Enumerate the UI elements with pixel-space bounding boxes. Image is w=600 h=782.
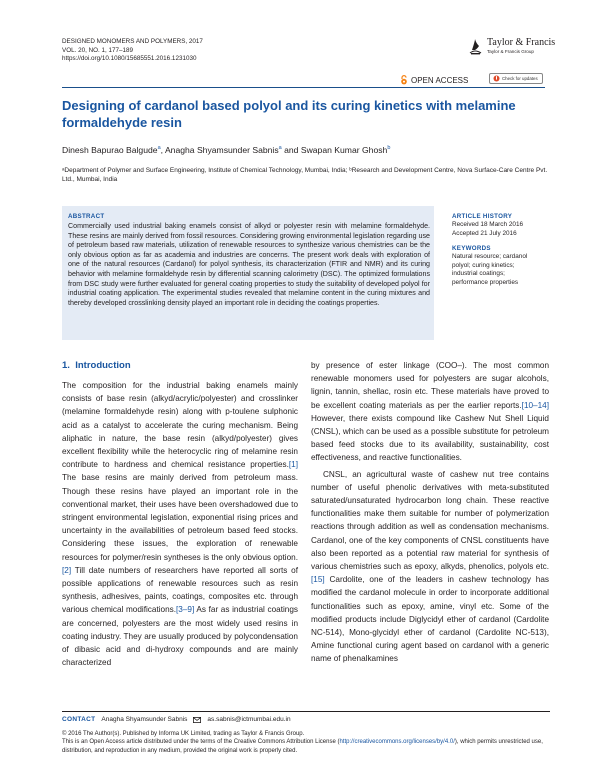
accepted-date: Accepted 21 July 2016 — [452, 229, 517, 237]
check-updates-label: Check for updates — [502, 76, 538, 81]
citation-link[interactable]: [10–14] — [521, 400, 549, 410]
abstract-text: Commercially used industrial baking enamels consist of alkyd or polyester resin with melamine formaldehyde. These resins are mainly derived from fossil resources. Considering growing environmental legislation regarding use of petroleum based raw materials, utilization of renewable resources to synthesize various chemistries can be the only obvious option as far as academia and industries are concerns. The present work deals with exploration of one of the natural resources (Cardanol) for polyol synthesis, its characterization (FTIR and NMR) and its curing behavior with melamine formaldehyde resin by differential scanning calorimetry (DSC). The optimized formulations from DSC study were further evaluated for general coating properties to study the suitability of developed polyol for industrial coating application. The experimental studies revealed that melamine content in the curing mixtures and thereby developed crosslinking density played an important role in deciding the coatings properties. — [68, 222, 430, 307]
publisher-logo[interactable] — [468, 38, 555, 55]
section-title: Introduction — [75, 360, 131, 371]
section-number: 1. — [62, 360, 70, 371]
text-run: As far as industrial coatings are concerned, polyesters are the most widely used resins in coating industry. They are usually produced by polycondensation of dibasic acid and di-hydroxy compounds and are mainly characterized — [62, 605, 298, 668]
author-3-affil[interactable]: b — [387, 145, 391, 152]
footer-license — [62, 730, 550, 755]
author-2: Anagha Shyamsunder Sabnis — [164, 145, 279, 155]
abstract-heading: ABSTRACT — [68, 213, 105, 220]
text-run: This is an Open Access article distributed under the terms of the Creative Commons Attribution License ( — [62, 739, 340, 746]
author-1-affil[interactable]: a — [157, 145, 161, 152]
body-column-2 — [311, 359, 549, 666]
paragraph — [311, 359, 549, 465]
text-run: The base resins are mainly derived from petroleum mass. Though these resins have played an important role in the conventional market, their uses have been overshadowed due to stringent environmental legislation, exponential rising prices and uncertainty in the availabilities of petroleum based feed stocks. Considering these issues, the exploration of renewable resources for polymer/resin syntheses is the only obvious option. — [62, 473, 298, 562]
author-sep: , — [160, 145, 165, 155]
keywords-heading: KEYWORDS — [452, 245, 491, 252]
paragraph — [311, 468, 549, 666]
text-run: However, there exists compound like Cashew Nut Shell Liquid (CNSL), which can be used as a possible substitute for petroleum based feed stocks due to its availability, sustainability, cost effectiveness, and reactive functionalities. — [311, 413, 549, 463]
contact-name: Anagha Shyamsunder Sabnis — [101, 716, 188, 723]
author-3: Swapan Kumar Ghosh — [300, 145, 388, 155]
contact-email[interactable]: as.sabnis@ictmumbai.edu.in — [207, 716, 291, 723]
keywords-line-3: industrial coatings; — [452, 270, 505, 278]
keywords-line-4: performance properties — [452, 278, 519, 286]
check-updates-icon — [493, 75, 500, 82]
open-access-label: OPEN ACCESS — [411, 75, 469, 85]
publisher-lamp-icon — [468, 38, 483, 55]
paragraph — [62, 379, 298, 669]
license-text — [62, 738, 550, 755]
author-and: and — [281, 145, 301, 155]
publisher-group: Taylor & Francis Group — [487, 49, 534, 54]
keywords-line-2: polyol; curing kinetics; — [452, 261, 515, 269]
article-history-heading: ARTICLE HISTORY — [452, 213, 513, 220]
author-2-affil[interactable]: a — [278, 145, 282, 152]
citation-link[interactable]: [3–9] — [176, 605, 195, 615]
body-column-1 — [62, 379, 298, 669]
text-run: CNSL, an agricultural waste of cashew nut tree contains number of useful phenolic derivatives with meta-substituted saturated/unsaturated hydrocarbon long chain. These reactive functionalities make them suitable for number of polymerization reactions through addition as well as condensation mechanisms. Cardanol, one of the key components of CNSL constituents have also been reported as a potential raw material for synthesis of various chemistries such as epoxy, alkyds, phenolics, polyols etc. — [311, 469, 549, 572]
keywords-line-1: Natural resource; cardanol — [452, 253, 528, 260]
text-run: The composition for the industrial baking enamels mainly consists of base resin (alkyd/acrylic/polyester) and crosslinker (melamine formaldehyde resin) along with p-toulene sulphonic acid as a catalyst to accelerate the curing mechanism. Being aliphatic in nature, the base resin (alkyd/polyester) gives excellent flexibility while the heterocyclic ring of melamine resin contribute to hardness and chemical resistance properties. — [62, 381, 298, 470]
license-link[interactable]: http://creativecommons.org/licenses/by/4.0/ — [339, 739, 455, 746]
open-access-badge — [400, 75, 468, 85]
footer-rule — [62, 711, 550, 712]
affiliations: ᵃDepartment of Polymer and Surface Engineering, Institute of Chemical Technology, Mumbai, India; ᵇResearch and Development Centre, Nova Surface-Care Centre Pvt. Ltd., Mumbai, India — [62, 167, 548, 183]
open-lock-icon — [400, 75, 408, 85]
publisher-name: Taylor & Francis — [487, 37, 556, 48]
text-run: Cardolite, one of the leaders in cashew technology has modified the cardanol molecule in order to incorporate additional functionalities such as epoxy, amine, vinyl etc. Some of the modified products include Diglycidyl ether of cardanol (Cardolite NC-514), Mono-glycidyl ether of cardanol (Cardolite NC-513), Amine functional curing agent based on cardanol with a generic name of phenalkamines — [311, 575, 549, 664]
text-run: Till date numbers of researchers have reported all sorts of possible applications of renewable resources such as resin synthesis, adhesives, paints, coatings, composites etc. through various chemical modifications. — [62, 565, 298, 615]
contact-label: CONTACT — [62, 716, 96, 723]
contact-line — [62, 716, 291, 723]
citation-link[interactable]: [1] — [288, 460, 298, 470]
author-1: Dinesh Bapurao Balgude — [62, 145, 158, 155]
author-list — [62, 145, 390, 155]
copyright-line: © 2016 The Author(s). Published by Informa UK Limited, trading as Taylor & Francis Group. — [62, 731, 305, 737]
email-icon — [193, 717, 201, 723]
journal-doi[interactable]: https://doi.org/10.1080/15685551.2016.1231030 — [62, 55, 197, 63]
received-date: Received 18 March 2016 — [452, 221, 524, 228]
check-updates-button[interactable] — [489, 73, 543, 84]
journal-info — [62, 38, 203, 64]
header-rule — [62, 87, 545, 88]
journal-name: DESIGNED MONOMERS AND POLYMERS, 2017 — [62, 38, 203, 45]
journal-volume: VOL. 20, NO. 1, 177–189 — [62, 46, 134, 54]
citation-link[interactable]: [15] — [311, 575, 325, 585]
text-run: by presence of ester linkage (COO–). The most common renewable monomers used for polyesters are sugar alcohols, lignin, tannin, shellac, rosin etc. These materials have proved to be excellent coating materials as per the earlier reports. — [311, 361, 549, 410]
text-run: ), which permits unrestricted use, distribution, and reproduction in any medium, provided the original work is properly cited. — [62, 739, 543, 754]
article-title: Designing of cardanol based polyol and its curing kinetics with melamine formaldehyde resin — [62, 98, 516, 130]
citation-link[interactable]: [2] — [62, 565, 72, 575]
section-heading — [62, 360, 131, 371]
